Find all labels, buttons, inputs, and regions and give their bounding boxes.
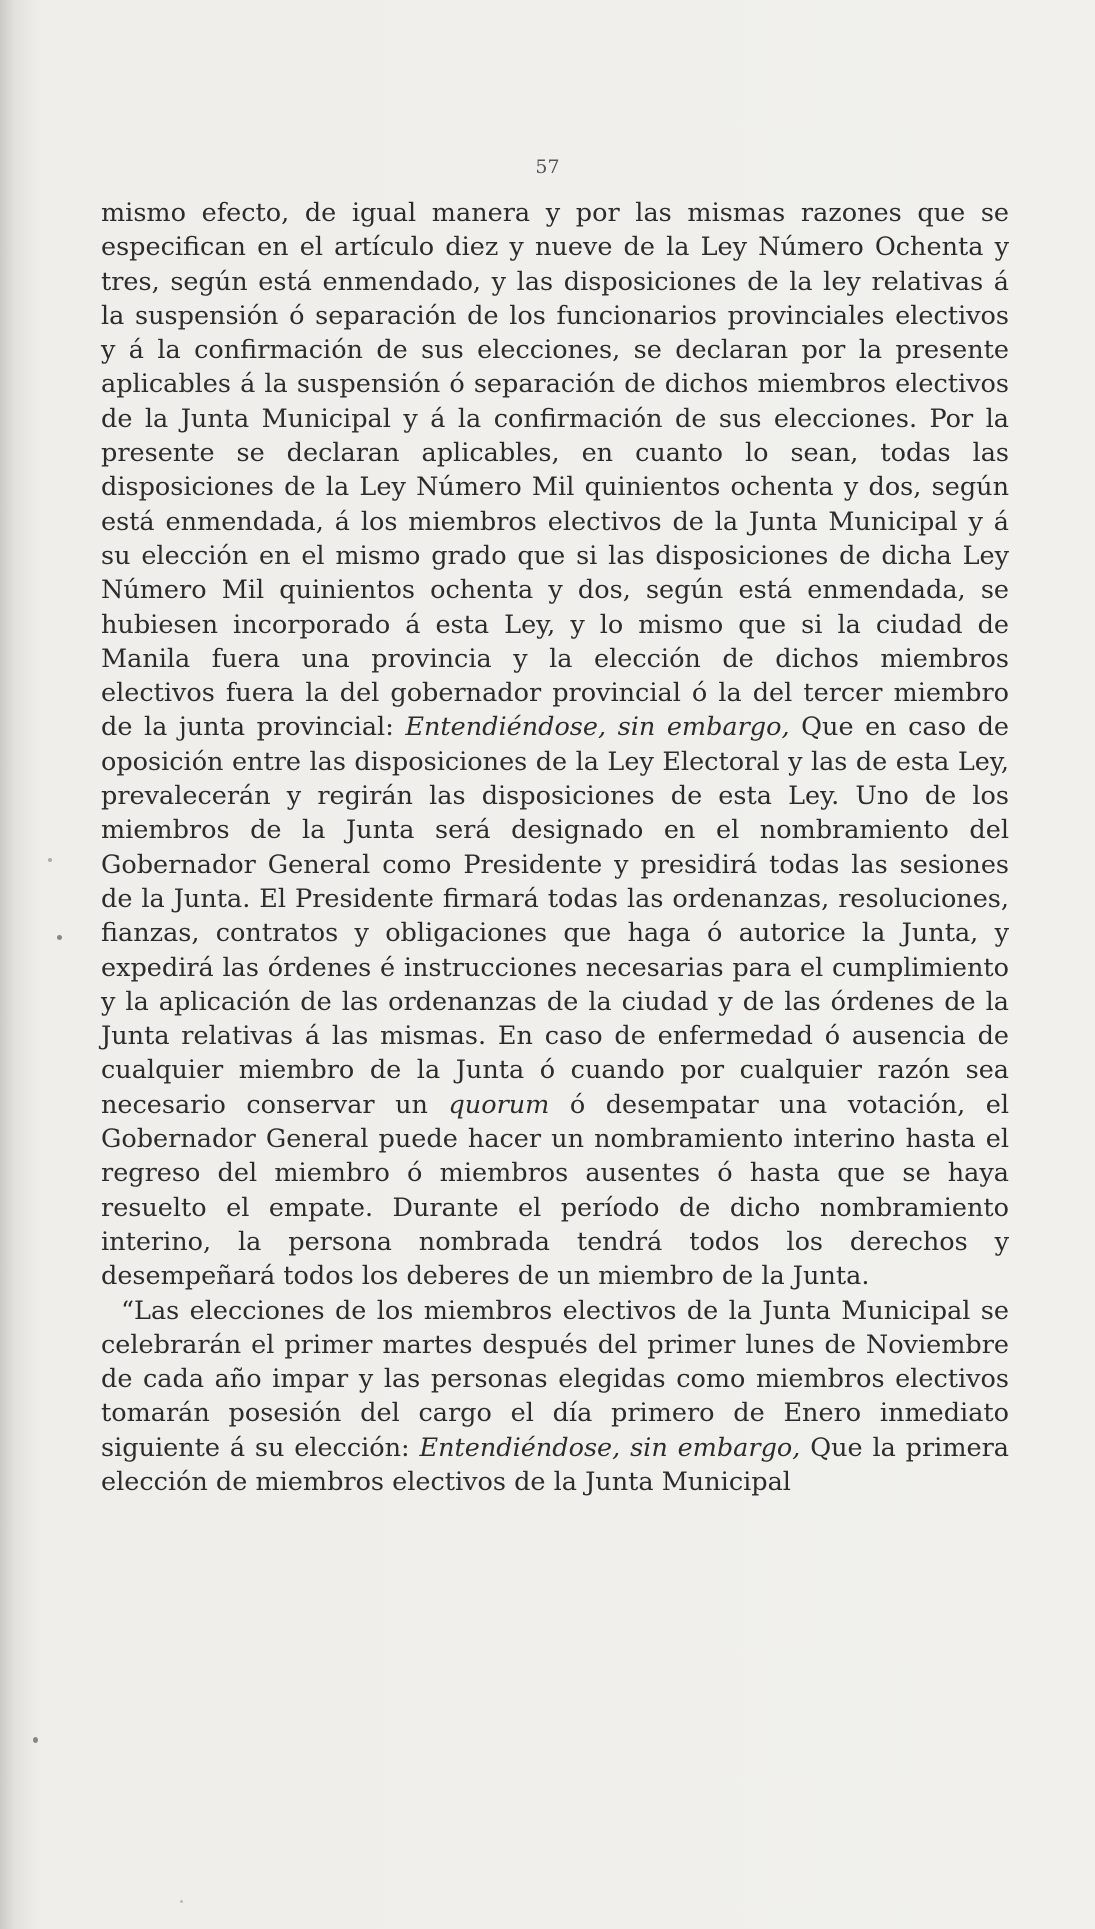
paragraph-2-text-a: “Las elecciones de los miembros electivos de la Junta Municipal se celebrarán el primer martes después del primer lunes de Noviembre de cada año impar y las personas elegidas como miembros electivos tomarán posesión del cargo el día primero de Enero inmediato siguiente á su elección: [101, 1295, 1009, 1463]
scan-speck [48, 858, 52, 862]
paragraph-1-text-a: mismo efecto, de igual manera y por las mismas razones que se especifican en el artículo diez y nueve de la Ley Número Ochenta y tres, según está enmendado, y las disposiciones de la ley relativas á la suspensión ó separación de los funcionarios provinciales electivos y á la confirmación de sus elecciones, se declaran por la presente aplicables á la suspensión ó separación de dichos miembros electivos de la Junta Municipal y á la confirmación de sus elecciones. Por la presente se declaran aplicables, en cuanto lo sean, todas las disposiciones de la Ley Número Mil quinientos ochenta y dos, según está enmendada, á los miembros electivos de la Junta Municipal y á su elección en el mismo grado que si las disposiciones de dicha Ley Número Mil quinientos ochenta y dos, según está enmendada, se hubiesen incorporado á esta Ley, y lo mismo que si la ciudad de Manila fuera una provincia y la elección de dichos miembros electivos fuera la del gobernador provincial ó la del tercer miembro de la junta provincial: [101, 198, 1009, 743]
paragraph-1-italic-proviso: Entendiéndose, sin embargo, [405, 712, 790, 743]
scan-speck [180, 1900, 183, 1903]
page-number: 57 [535, 156, 560, 178]
scan-speck [33, 1737, 38, 1743]
paragraph-1-text-c: ó desempatar una votación, el Gobernador General puede hacer un nombramiento interino hasta el regreso del miembro ó miembros ausentes ó hasta que se haya resuelto el empate. Durante el período de dicho nombramiento interino, la persona nombrada tendrá todos los derechos y desempeñará todos los deberes de un miembro de la Junta. [101, 1089, 1010, 1292]
paragraph-1-italic-quorum: quorum [448, 1089, 550, 1120]
paragraph-2 [101, 1294, 1009, 1500]
paragraph-1-text-b: Que en caso de oposición entre las disposiciones de la Ley Electoral y las de esta Ley, prevalecerán y regirán las disposiciones de esta Ley. Uno de los miembros de la Junta será designado en el nombramiento del Gobernador General como Presidente y presidirá todas las sesiones de la Junta. El Presidente firmará todas las ordenanzas, resoluciones, fianzas, contratos y obligaciones que haga ó autorice la Junta, y expedirá las órdenes é instrucciones necesarias para el cumplimiento y la aplicación de las ordenanzas de la ciudad y de las órdenes de la Junta relativas á las mismas. En caso de enfermedad ó ausencia de cualquier miembro de la Junta ó cuando por cualquier razón sea necesario conservar un [101, 712, 1009, 1120]
scan-speck [57, 935, 62, 940]
paragraph-2-italic-proviso: Entendiéndose, sin embargo, [419, 1432, 801, 1463]
paragraph-2-text-b: Que la primera elección de miembros electivos de la Junta Municipal [101, 1432, 1009, 1497]
body-text [101, 196, 1009, 1499]
paragraph-1 [101, 196, 1009, 1294]
